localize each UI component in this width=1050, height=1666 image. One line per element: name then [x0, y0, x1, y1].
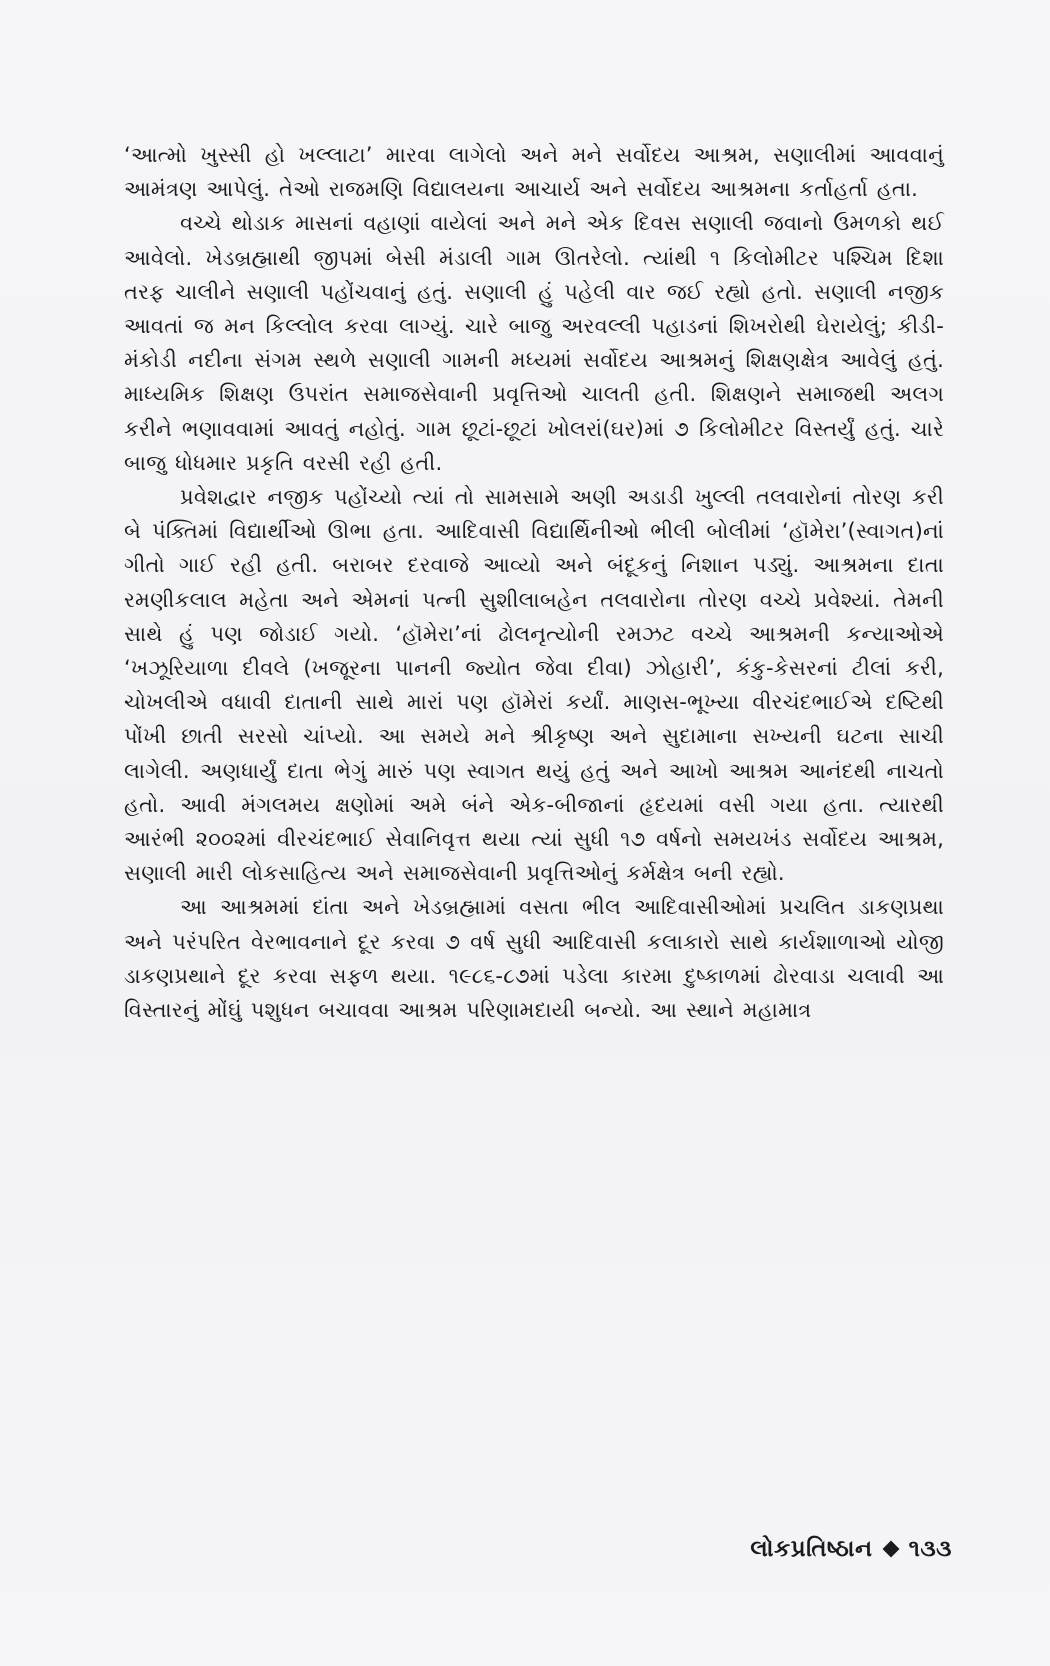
paragraph-2: વચ્ચે થોડાક માસનાં વહાણાં વાયેલાં અને મને એક દિવસ સણાલી જવાનો ઉમળકો થઈ આવેલો. ખેડબ્રહ્માથી જીપમાં બેસી મંડાલી ગામ ઊતરેલો. ત્યાંથી ૧ કિલોમીટર પશ્ચિમ દિશા તરફ ચાલીને સણાલી પહોંચવાનું હતું. સણાલી હું પહેલી વાર જઈ રહ્યો હતો. સણાલી નજીક આવતાં જ મન કિલ્લોલ કરવા લાગ્યું. ચારે બાજુ અરવલ્લી પહાડનાં શિખરોથી ઘેરાયેલું; કીડી-મંકોડી નદીના સંગમ સ્થળે સણાલી ગામની મધ્યમાં સર્વોદય આશ્રમનું શિક્ષણક્ષેત્ર આવેલું હતું. માધ્યમિક શિક્ષણ ઉપરાંત સમાજસેવાની પ્રવૃત્તિઓ ચાલતી હતી. શિક્ષણને સમાજથી અલગ કરીને ભણાવવામાં આવતું નહોતું. ગામ છૂટાં-છૂટાં ખોલરાં(ઘર)માં ૭ કિલોમીટર વિસ્તર્યું હતું. ચારે બાજુ ધોધમાર પ્રકૃતિ વરસી રહી હતી.: [124, 211, 944, 475]
paragraph-3: પ્રવેશદ્વાર નજીક પહોંચ્યો ત્યાં તો સામસામે અણી અડાડી ખુલ્લી તલવારોનાં તોરણ કરી બે પંક્તિમાં વિદ્યાર્થીઓ ઊભા હતા. આદિવાસી વિદ્યાર્થિનીઓ ભીલી બોલીમાં ‘હૉમેરા’(સ્વાગત)નાં ગીતો ગાઈ રહી હતી. બરાબર દરવાજે આવ્યો અને બંદૂકનું નિશાન પડ્યું. આશ્રમના દાતા રમણીકલાલ મહેતા અને એમનાં પત્ની સુશીલાબહેન તલવારોના તોરણ વચ્ચે પ્રવેશ્યાં. તેમની સાથે હું પણ જોડાઈ ગયો. ‘હૉમેરા’નાં ઢોલનૃત્યોની રમઝટ વચ્ચે આશ્રમની કન્યાઓએ ‘ખઝૂરિયાળા દીવલે (ખજૂરના પાનની જ્યોત જેવા દીવા) ઝોહારી’, કંકુ-કેસરનાં ટીલાં કરી, ચોખલીએ વધાવી દાતાની સાથે મારાં પણ હૉમેરાં કર્યાં. માણસ-ભૂખ્યા વીરચંદભાઈએ દષ્ટિથી પોંખી છાતી સરસો ચાંપ્યો. આ સમયે મને શ્રીકૃષ્ણ અને સુદામાના સખ્યની ઘટના સાચી લાગેલી. અણધાર્યું દાતા ભેગું મારું પણ સ્વાગત થયું હતું અને આખો આશ્રમ આનંદથી નાચતો હતો. આવી મંગલમય ક્ષણોમાં અમે બંને એક-બીજાનાં હૃદયમાં વસી ગયા હતા. ત્યારથી આરંભી ૨૦૦૨માં વીરચંદભાઈ સેવાનિવૃત્ત થયા ત્યાં સુધી ૧૭ વર્ષનો સમયખંડ સર્વોદય આશ્રમ, સણાલી મારી લોકસાહિત્ય અને સમાજસેવાની પ્રવૃત્તિઓનું કર્મક્ષેત્ર બની રહ્યો.: [124, 485, 944, 886]
body-text: [124, 138, 944, 1027]
page-footer: [750, 1536, 952, 1562]
page-number: ૧૩૩: [908, 1536, 952, 1562]
paragraph-4: આ આશ્રમમાં દાંતા અને ખેડબ્રહ્મામાં વસતા ભીલ આદિવાસીઓમાં પ્રચલિત ડાકણપ્રથા અને પરંપરિત વેરભાવનાને દૂર કરવા ૭ વર્ષ સુધી આદિવાસી કલાકારો સાથે કાર્યશાળાઓ યોજી ડાકણપ્રથાને દૂર કરવા સફળ થયા. ૧૯૮૬-૮૭માં પડેલા કારમા દુષ્કાળમાં ઢોરવાડા ચલાવી આ વિસ્તારનું મોંઘું પશુધન બચાવવા આશ્રમ પરિણામદાયી બન્યો. આ સ્થાને મહામાત્ર: [124, 895, 944, 1023]
diamond-icon: [882, 1541, 899, 1558]
book-title: લોકપ્રતિષ્ઠાન: [750, 1536, 873, 1562]
paragraph-1: ‘આત્મો ખુસ્સી હો ખલ્લાટા’ મારવા લાગેલો અને મને સર્વોદય આશ્રમ, સણાલીમાં આવવાનું આમંત્રણ આપેલું. તેઓ રાજમણિ વિદ્યાલયના આચાર્ય અને સર્વોદય આશ્રમના કર્તાહર્તા હતા.: [124, 143, 944, 202]
